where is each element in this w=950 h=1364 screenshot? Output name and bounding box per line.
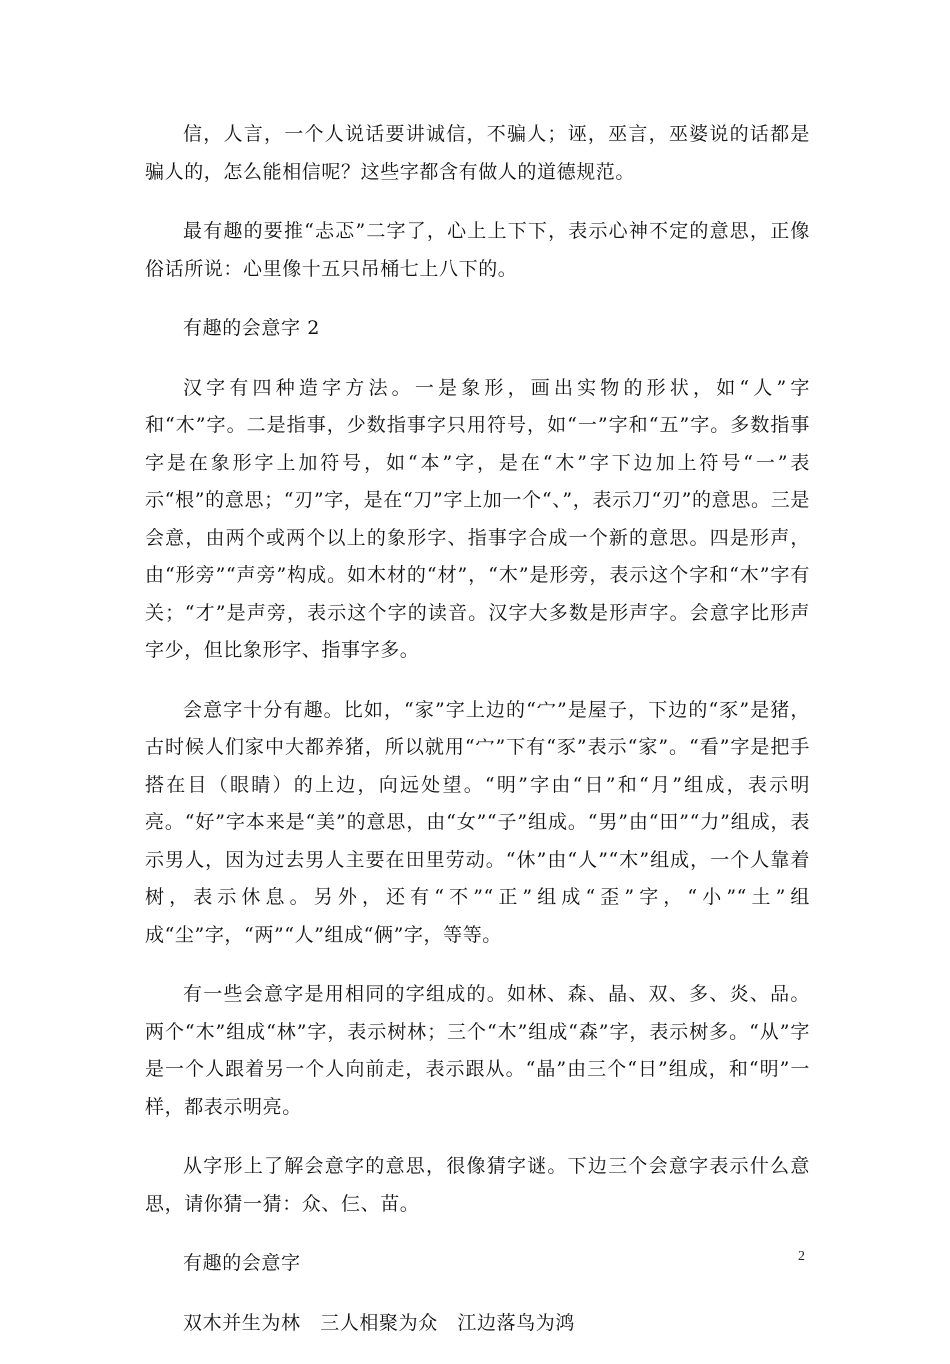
paragraph-four-methods: 汉字有四种造字方法。一是象形，画出实物的形状，如“人”字和“木”字。二是指事，少数指事字只用符号，如“一”字和“五”字。多数指事字是在象形字上加符号，如“本”字，是在“木”字下边加上符号“一”表示“根”的意思；“刃”字，是在“刀”字上加一个“、”，表示刀“刃”的意思。三是会意，由两个或两个以上的象形字、指事字合成一个新的意思。四是形声，由“形旁”“声旁”构成。如木材的“材”，“木”是形旁，表示这个字和“木”字有关；“才”是声旁，表示这个字的读音。汉字大多数是形声字。会意字比形声字少，但比象形字、指事字多。	[145, 376, 810, 661]
paragraph-same-components: 有一些会意字是用相同的字组成的。如林、森、晶、双、多、炎、品。两个“木”组成“林”字，表示树林；三个“木”组成“森”字，表示树多。“从”字是一个人跟着另一个人向前走，表示跟从。“晶”由三个“日”组成，和“明”一样，都表示明亮。	[145, 983, 810, 1118]
paragraph-riddle: 从字形上了解会意字的意思，很像猜字谜。下边三个会意字表示什么意思，请你猜一猜：众、仨、苗。	[145, 1155, 810, 1215]
section-heading: 有趣的会意字	[183, 1252, 301, 1274]
paragraph-rhyme: 双木并生为林 三人相聚为众 江边落鸟为鸿	[183, 1311, 576, 1334]
paragraph-honesty: 信，人言，一个人说话要讲诚信，不骗人；诬，巫言，巫婆说的话都是骗人的，怎么能相信呢？这些字都含有做人的道德规范。	[145, 123, 810, 183]
section-heading-2: 有趣的会意字 2	[183, 317, 320, 339]
paragraph-tante: 最有趣的要推“忐忑”二字了，心上上下下，表示心神不定的意思，正像俗话所说：心里像十五只吊桶七上八下的。	[145, 220, 810, 280]
document-body	[145, 116, 810, 1364]
paragraph-huiyi-examples: 会意字十分有趣。比如，“家”字上边的“宀”是屋子，下边的“豕”是猪，古时候人们家中大都养猪，所以就用“宀”下有“豕”表示“家”。“看”字是把手搭在目（眼睛）的上边，向远处望。“明”字由“日”和“月”组成，表示明亮。“好”字本来是“美”的意思，由“女”“子”组成。“男”由“田”“力”组成，表示男人，因为过去男人主要在田里劳动。“休”由“人”“木”组成，一个人靠着树，表示休息。另外，还有“不”“正”组成“歪”字，“小”“土”组成“尘”字，“两”“人”组成“俩”字，等等。	[145, 698, 810, 946]
page-number: 2	[798, 1249, 805, 1264]
